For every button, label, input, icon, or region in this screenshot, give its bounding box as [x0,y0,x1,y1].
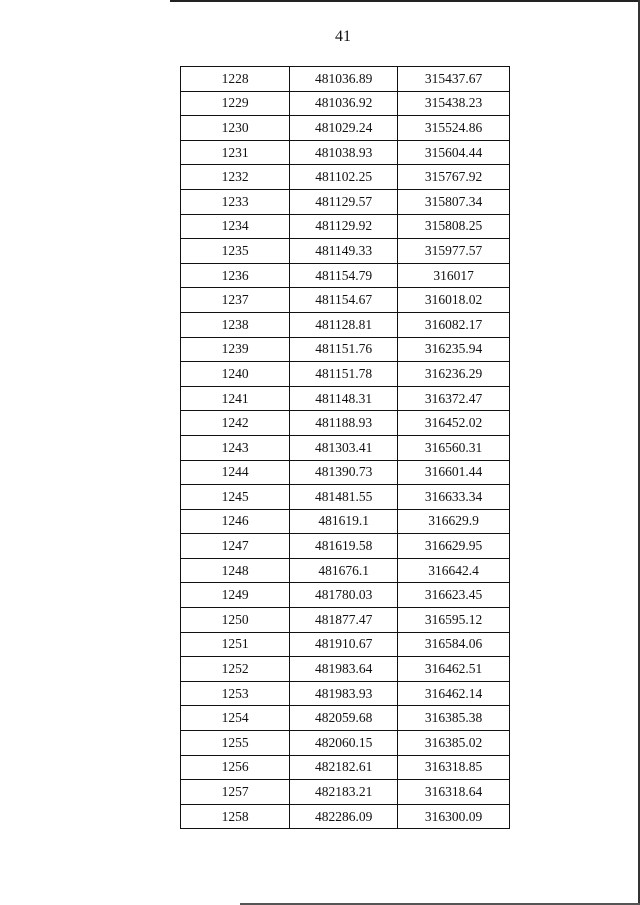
table-row [181,681,510,706]
x-coordinate-cell: 481129.57 [290,189,398,214]
point-number-cell: 1253 [181,681,290,706]
table-row [181,288,510,313]
point-number-cell: 1230 [181,116,290,141]
point-number-cell: 1236 [181,263,290,288]
x-coordinate-cell: 481390.73 [290,460,398,485]
y-coordinate-cell: 315767.92 [398,165,510,190]
point-number-cell: 1244 [181,460,290,485]
point-number-cell: 1241 [181,386,290,411]
x-coordinate-cell: 481303.41 [290,435,398,460]
y-coordinate-cell: 316385.38 [398,706,510,731]
table-row [181,189,510,214]
x-coordinate-cell: 481148.31 [290,386,398,411]
point-number-cell: 1229 [181,91,290,116]
scan-edge-top [170,0,640,2]
point-number-cell: 1232 [181,165,290,190]
point-number-cell: 1257 [181,780,290,805]
y-coordinate-cell: 316633.34 [398,485,510,510]
x-coordinate-cell: 481676.1 [290,558,398,583]
x-coordinate-cell: 482286.09 [290,804,398,829]
table-row [181,67,510,92]
x-coordinate-cell: 482060.15 [290,731,398,756]
point-number-cell: 1254 [181,706,290,731]
point-number-cell: 1245 [181,485,290,510]
point-number-cell: 1249 [181,583,290,608]
point-number-cell: 1234 [181,214,290,239]
table-row [181,362,510,387]
point-number-cell: 1238 [181,312,290,337]
y-coordinate-cell: 316018.02 [398,288,510,313]
point-number-cell: 1240 [181,362,290,387]
table-row [181,755,510,780]
point-number-cell: 1228 [181,67,290,92]
point-number-cell: 1251 [181,632,290,657]
table-row [181,239,510,264]
y-coordinate-cell: 315808.25 [398,214,510,239]
y-coordinate-cell: 316601.44 [398,460,510,485]
x-coordinate-cell: 481481.55 [290,485,398,510]
x-coordinate-cell: 481036.92 [290,91,398,116]
y-coordinate-cell: 315438.23 [398,91,510,116]
x-coordinate-cell: 481910.67 [290,632,398,657]
y-coordinate-cell: 316235.94 [398,337,510,362]
table-row [181,214,510,239]
table-row [181,165,510,190]
y-coordinate-cell: 316372.47 [398,386,510,411]
x-coordinate-cell: 481619.1 [290,509,398,534]
y-coordinate-cell: 316385.02 [398,731,510,756]
y-coordinate-cell: 316236.29 [398,362,510,387]
page-number: 41 [335,28,351,45]
table-row [181,140,510,165]
table-row [181,534,510,559]
table-row [181,558,510,583]
table-row [181,435,510,460]
table-row [181,460,510,485]
table-row [181,657,510,682]
y-coordinate-cell: 316629.95 [398,534,510,559]
y-coordinate-cell: 316318.64 [398,780,510,805]
y-coordinate-cell: 316462.51 [398,657,510,682]
y-coordinate-cell: 315604.44 [398,140,510,165]
x-coordinate-cell: 481128.81 [290,312,398,337]
point-number-cell: 1233 [181,189,290,214]
x-coordinate-cell: 481036.89 [290,67,398,92]
x-coordinate-cell: 482183.21 [290,780,398,805]
table-row [181,804,510,829]
y-coordinate-cell: 316318.85 [398,755,510,780]
y-coordinate-cell: 316595.12 [398,608,510,633]
x-coordinate-cell: 482182.61 [290,755,398,780]
x-coordinate-cell: 481154.79 [290,263,398,288]
table-row [181,91,510,116]
point-number-cell: 1247 [181,534,290,559]
point-number-cell: 1243 [181,435,290,460]
point-number-cell: 1248 [181,558,290,583]
y-coordinate-cell: 315807.34 [398,189,510,214]
x-coordinate-cell: 481619.58 [290,534,398,559]
table-row [181,632,510,657]
x-coordinate-cell: 481038.93 [290,140,398,165]
x-coordinate-cell: 482059.68 [290,706,398,731]
table-row [181,608,510,633]
point-number-cell: 1258 [181,804,290,829]
y-coordinate-cell: 316560.31 [398,435,510,460]
y-coordinate-cell: 316629.9 [398,509,510,534]
point-number-cell: 1256 [181,755,290,780]
table-row [181,386,510,411]
y-coordinate-cell: 315524.86 [398,116,510,141]
y-coordinate-cell: 316082.17 [398,312,510,337]
table-row [181,263,510,288]
table-row [181,731,510,756]
x-coordinate-cell: 481877.47 [290,608,398,633]
x-coordinate-cell: 481188.93 [290,411,398,436]
x-coordinate-cell: 481102.25 [290,165,398,190]
table-row [181,411,510,436]
y-coordinate-cell: 315437.67 [398,67,510,92]
point-number-cell: 1237 [181,288,290,313]
y-coordinate-cell: 316017 [398,263,510,288]
x-coordinate-cell: 481983.93 [290,681,398,706]
y-coordinate-cell: 316584.06 [398,632,510,657]
point-number-cell: 1246 [181,509,290,534]
table-row [181,116,510,141]
table-row [181,706,510,731]
table-row [181,485,510,510]
table-row [181,337,510,362]
y-coordinate-cell: 316300.09 [398,804,510,829]
coordinates-table [180,66,510,829]
point-number-cell: 1250 [181,608,290,633]
y-coordinate-cell: 316623.45 [398,583,510,608]
point-number-cell: 1231 [181,140,290,165]
point-number-cell: 1235 [181,239,290,264]
x-coordinate-cell: 481151.76 [290,337,398,362]
x-coordinate-cell: 481029.24 [290,116,398,141]
table-row [181,780,510,805]
point-number-cell: 1255 [181,731,290,756]
y-coordinate-cell: 316642.4 [398,558,510,583]
point-number-cell: 1252 [181,657,290,682]
y-coordinate-cell: 316462.14 [398,681,510,706]
y-coordinate-cell: 315977.57 [398,239,510,264]
coordinates-table-body [181,67,510,829]
table-row [181,509,510,534]
x-coordinate-cell: 481780.03 [290,583,398,608]
x-coordinate-cell: 481154.67 [290,288,398,313]
x-coordinate-cell: 481149.33 [290,239,398,264]
table-row [181,583,510,608]
table-row [181,312,510,337]
point-number-cell: 1239 [181,337,290,362]
point-number-cell: 1242 [181,411,290,436]
y-coordinate-cell: 316452.02 [398,411,510,436]
x-coordinate-cell: 481983.64 [290,657,398,682]
x-coordinate-cell: 481129.92 [290,214,398,239]
x-coordinate-cell: 481151.78 [290,362,398,387]
